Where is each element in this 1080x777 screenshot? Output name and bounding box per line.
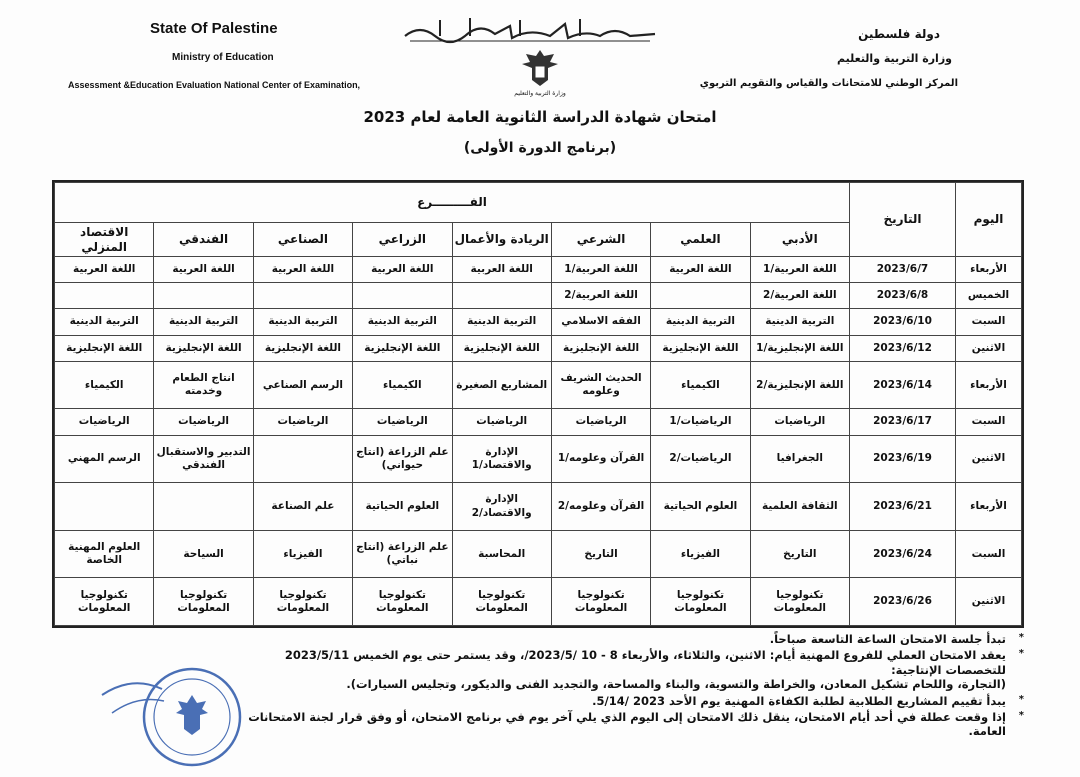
subject-cell: الفيزياء [253,530,352,578]
subject-cell: المشاريع الصغيرة [452,361,551,409]
date-cell: 2023/6/19 [850,435,956,483]
subject-cell: المحاسبة [452,530,551,578]
subject-cell: اللغة الإنجليزية [55,335,154,361]
subject-cell: الرسم المهني [55,435,154,483]
subject-cell: اللغة الإنجليزية [651,335,750,361]
subject-cell: اللغة الإنجليزية [154,335,253,361]
note-text: إذا وقعت عطلة في أحد أيام الامتحان، ينقل ذلك الامتحان إلى اليوم الذي يلي آخر يوم في برنامج الامتحان، أو وفق قرار لجنة الامتحانات العامة. [248,709,1006,739]
day-cell: السبت [956,530,1022,578]
subject-cell: الرسم الصناعي [253,361,352,409]
col-header-date: التاريخ [850,183,956,257]
table-row [55,530,1022,578]
subject-cell: اللغة الإنجليزية [353,335,452,361]
subject-cell [353,283,452,309]
note-item [240,710,1024,739]
table-row [55,483,1022,531]
subject-cell: اللغة الإنجليزية/1 [750,335,849,361]
note-text: تبدأ جلسة الامتحان الساعة التاسعة صباحاً. [769,632,1006,646]
subject-cell: الإدارة والاقتصاد/1 [452,435,551,483]
subject-cell: الرياضيات [154,409,253,435]
col-header-branch: الفـــــــــرع [55,183,850,223]
col-header-branch-4: الزراعي [353,223,452,257]
page-subtitle: (برنامج الدورة الأولى) [463,140,617,156]
subject-cell: تكنولوجيا المعلومات [452,578,551,626]
subject-cell [55,483,154,531]
eagle-emblem-icon [518,46,562,90]
subject-cell: التدبير والاستقبال الفندقي [154,435,253,483]
date-cell: 2023/6/14 [850,361,956,409]
day-cell: الأربعاء [956,361,1022,409]
subject-cell [154,283,253,309]
subject-cell: الفيزياء [651,530,750,578]
date-cell: 2023/6/7 [850,257,956,283]
date-cell: 2023/6/10 [850,309,956,335]
subject-cell: اللغة الإنجليزية [253,335,352,361]
subject-cell [253,435,352,483]
note-item [240,648,1024,691]
subject-cell: تكنولوجيا المعلومات [154,578,253,626]
subject-cell: اللغة العربية [253,257,352,283]
table-row [55,435,1022,483]
subject-cell: التربية الدينية [651,309,750,335]
subject-cell: الرياضيات [551,409,650,435]
subject-cell: اللغة العربية/2 [750,283,849,309]
ministry-name-ar: وزارة التربية والتعليم [837,52,952,65]
subject-cell: تكنولوجيا المعلومات [551,578,650,626]
day-cell: الاثنين [956,578,1022,626]
subject-cell: الرياضيات [55,409,154,435]
day-cell: السبت [956,409,1022,435]
subject-cell: الفقه الاسلامي [551,309,650,335]
subject-cell: التاريخ [551,530,650,578]
subject-cell: تكنولوجيا المعلومات [651,578,750,626]
table-row [55,361,1022,409]
date-cell: 2023/6/12 [850,335,956,361]
subject-cell: التربية الدينية [452,309,551,335]
subject-cell: الحديث الشريف وعلومه [551,361,650,409]
subject-cell: اللغة الإنجليزية/2 [750,361,849,409]
subject-cell: التربية الدينية [154,309,253,335]
subject-cell [651,283,750,309]
subject-cell [452,283,551,309]
subject-cell: تكنولوجيا المعلومات [253,578,352,626]
subject-cell: اللغة العربية [452,257,551,283]
subject-cell: علم الصناعة [253,483,352,531]
note-bullet: * [1018,693,1024,705]
subject-cell: الكيمياء [651,361,750,409]
subject-cell: اللغة العربية/1 [551,257,650,283]
subject-cell: الرياضيات [353,409,452,435]
subject-cell: انتاج الطعام وخدمته [154,361,253,409]
table-row [55,409,1022,435]
exam-schedule-table [52,180,1024,628]
note-text: يبدأ تقييم المشاريع الطلابية لطلبة الكفاءة المهنية يوم الأحد 2023 /5/14. [592,693,1006,708]
date-cell: 2023/6/8 [850,283,956,309]
day-cell: الأربعاء [956,257,1022,283]
subject-cell: الرياضيات [750,409,849,435]
day-cell: الأربعاء [956,483,1022,531]
subject-cell: الرياضيات [253,409,352,435]
note-bullet: * [1018,632,1024,643]
subject-cell: اللغة العربية [651,257,750,283]
subject-cell: العلوم المهنية الخاصة [55,530,154,578]
col-header-branch-2: الشرعي [551,223,650,257]
basmala-calligraphy [400,14,660,44]
subject-cell: اللغة الإنجليزية [551,335,650,361]
note-item [240,632,1024,646]
subject-cell [253,283,352,309]
subject-cell: تكنولوجيا المعلومات [750,578,849,626]
table-row [55,257,1022,283]
subject-cell: الرياضيات/2 [651,435,750,483]
table-row [55,578,1022,626]
subject-cell: القرآن وعلومه/2 [551,483,650,531]
note-item [240,694,1024,708]
subject-cell: الإدارة والاقتصاد/2 [452,483,551,531]
col-header-branch-6: الفندقي [154,223,253,257]
col-header-branch-5: الصناعي [253,223,352,257]
subject-cell [154,483,253,531]
col-header-branch-7: الاقتصاد المنزلي [55,223,154,257]
date-cell: 2023/6/24 [850,530,956,578]
subject-cell: العلوم الحياتية [651,483,750,531]
subject-cell: التربية الدينية [353,309,452,335]
subject-cell: تكنولوجيا المعلومات [55,578,154,626]
day-cell: الخميس [956,283,1022,309]
subject-cell: علم الزراعة (انتاج نباتي) [353,530,452,578]
subject-cell [55,283,154,309]
subject-cell: اللغة الإنجليزية [452,335,551,361]
ministry-name-en: Ministry of Education [172,52,274,63]
notes-section [240,632,1024,741]
note-subtext: (التجارة، واللحام تشكيل المعادن، والخراطة والتسوية، والبناء والمساحة، والتجديد الفنى والديكور، وتجليس السيارات). [346,677,1006,692]
subject-cell: اللغة العربية/2 [551,283,650,309]
day-cell: السبت [956,309,1022,335]
table-row [55,335,1022,361]
subject-cell: العلوم الحياتية [353,483,452,531]
date-cell: 2023/6/17 [850,409,956,435]
note-text: يعقد الامتحان العملي للفروع المهنية أيام: الاثنين، والثلاثاء، والأربعاء 8 - 10 /2023/5/، وقد يستمر حتى يوم الخميس 2023/5/11 للتخصصات الإنتاجية: [284,648,1006,677]
official-stamp-icon [92,655,242,775]
subject-cell: التربية الدينية [55,309,154,335]
subject-cell: الرياضيات/1 [651,409,750,435]
table-row [55,309,1022,335]
col-header-branch-1: العلمي [651,223,750,257]
subject-cell: التربية الدينية [750,309,849,335]
subject-cell: اللغة العربية [154,257,253,283]
subject-cell: الجغرافيا [750,435,849,483]
page-title: امتحان شهادة الدراسة الثانوية العامة لعام 2023 [363,108,717,126]
note-bullet: * [1018,709,1024,721]
center-name-ar: المركز الوطني للامتحانات والقياس والتقويم التربوي [699,78,958,89]
state-name-en: State Of Palestine [150,20,278,37]
day-cell: الاثنين [956,335,1022,361]
subject-cell: السياحة [154,530,253,578]
subject-cell: الكيمياء [55,361,154,409]
subject-cell: اللغة العربية/1 [750,257,849,283]
col-header-branch-3: الريادة والأعمال [452,223,551,257]
subject-cell: الكيمياء [353,361,452,409]
subject-cell: القرآن وعلومه/1 [551,435,650,483]
date-cell: 2023/6/21 [850,483,956,531]
emblem-caption: وزارة التربية والتعليم [514,90,566,97]
col-header-branch-0: الأدبي [750,223,849,257]
state-name-ar: دولة فلسطين [858,27,940,41]
subject-cell: التاريخ [750,530,849,578]
subject-cell: الرياضيات [452,409,551,435]
date-cell: 2023/6/26 [850,578,956,626]
subject-cell: تكنولوجيا المعلومات [353,578,452,626]
subject-cell: التربية الدينية [253,309,352,335]
center-name-en: Assessment &Education Evaluation National Center of Examination, [68,80,361,90]
note-bullet: * [1018,648,1024,660]
day-cell: الاثنين [956,435,1022,483]
subject-cell: علم الزراعة (انتاج حيواني) [353,435,452,483]
col-header-day: اليوم [956,183,1022,257]
subject-cell: اللغة العربية [353,257,452,283]
subject-cell: الثقافة العلمية [750,483,849,531]
subject-cell: اللغة العربية [55,257,154,283]
table-row [55,283,1022,309]
